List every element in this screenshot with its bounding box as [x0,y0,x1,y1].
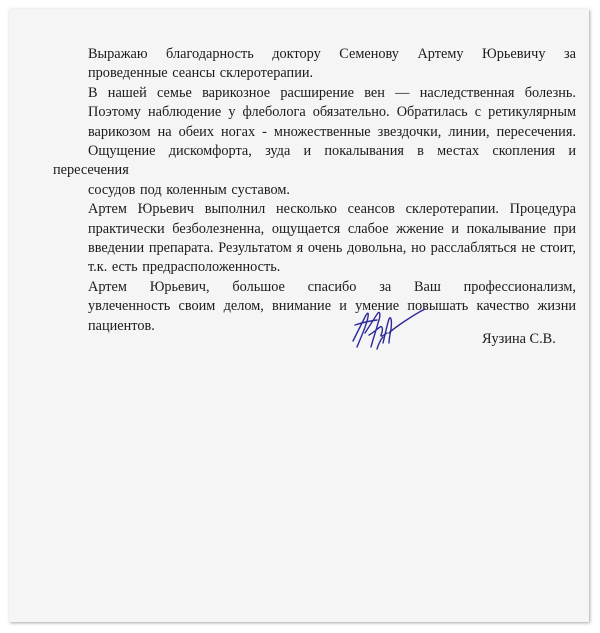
text-line: Выражаю благодарность доктору Семенову Артему Юрьевичу за [88,46,576,62]
paragraph-3 [53,200,576,278]
text-line: введении препарата. Результатом я очень довольна, но расслабляться не стоит, [88,240,576,257]
paragraph-1 [53,45,576,84]
text-line: Поэтому наблюдение у флеболога обязательно. Обратилась с ретикулярным [88,104,576,121]
text-line: Артем Юрьевич, большое спасибо за Ваш профессионализм, [88,278,576,295]
text-line: пациентов. [88,317,155,334]
text-line: сосудов под коленным суставом. [88,181,290,198]
text-line: В нашей семье варикозное расширение вен — наследственная болезнь. [88,84,576,101]
text-line: Артем Юрьевич выполнил несколько сеансов склеротерапии. Процедура [88,201,576,218]
text-line: проведенные сеансы склеротерапии. [88,65,314,82]
text-line: практически безболезненна, ощущается слабое жжение и покалывание при [88,220,576,237]
text-line: т.к. есть предрасположенность. [88,259,281,276]
text-line: Ощущение дискомфорта, зуда и покалывания в местах скопления и пересечения [53,143,576,179]
handwritten-signature [347,303,427,355]
paragraph-4 [53,278,576,336]
signer-name: Яузина С.В. [482,331,556,347]
text-line: увлеченность своим делом, внимание и умение повышать качество жизни [88,298,576,315]
letter-body [53,45,576,336]
text-line: варикозом на обеих ногах - множественные звездочки, линии, пересечения. [88,123,576,140]
paragraph-2 [53,84,576,200]
